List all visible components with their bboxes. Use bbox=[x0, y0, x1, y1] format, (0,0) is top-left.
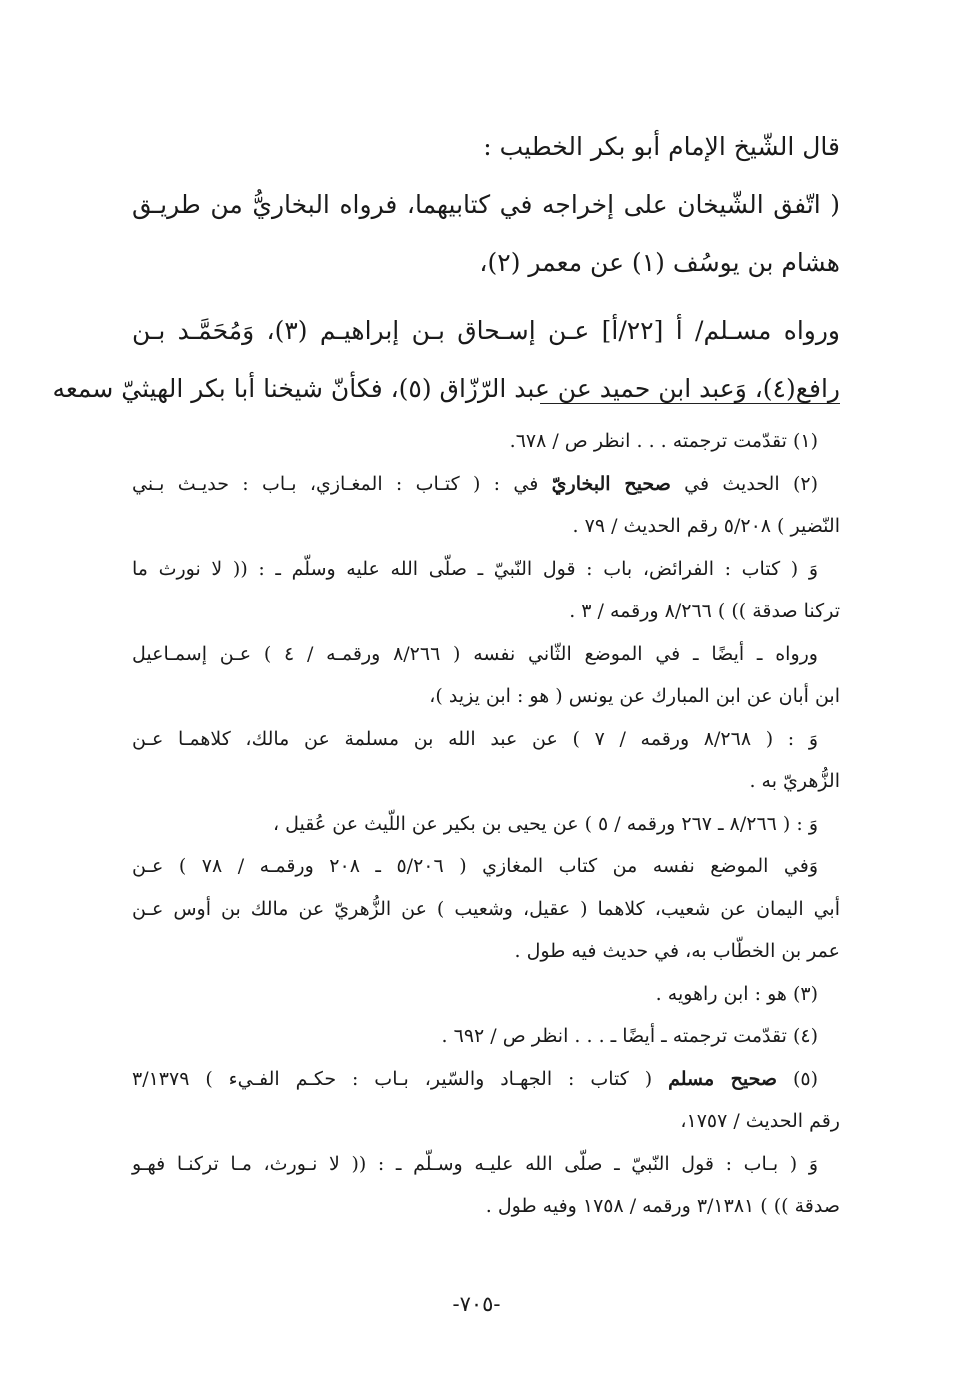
book-title: صحيح البخاريّ bbox=[551, 472, 671, 495]
footnote-line: ابن أبان عن ابن المبارك عن يونس ( هو : ابن يزيد )، bbox=[429, 685, 840, 707]
page-number: -٧٠٥- bbox=[452, 1292, 501, 1316]
footnote-line: صدقة )) ) ٣/١٣٨١ ورقمه / ١٧٥٨ وفيه طول . bbox=[485, 1195, 840, 1217]
footnote-line: وَ ( كتاب : الفرائض، باب : قول النّبيّ ـ صلّى الله عليه وسلّم ـ : (( لا نورث ما bbox=[132, 557, 818, 580]
footnote-line: وَ : ( ٨/٢٦٦ ـ ٢٦٧ ورقمه / ٥ ) عن يحيى بن بكير عن اللّيث عن عُقيل ، bbox=[272, 812, 818, 835]
body-line-5: رافع(٤)، وَعبد ابن حميد عن عبد الرّزّاق (٥)، فكأنّ شيخنا أبا بكر الهيثيّ سمعه bbox=[52, 374, 840, 403]
footnote-line: رقم الحديث / ١٧٥٧، bbox=[680, 1110, 840, 1132]
body-line-3: هشام بن يوسُف (١) عن معمر (٢)، bbox=[479, 248, 840, 277]
footnote-line: النّضير ) ٥/٢٠٨ رقم الحديث / ٧٩ . bbox=[572, 515, 840, 537]
book-title: صحيح مسلم bbox=[668, 1067, 778, 1090]
footnotes bbox=[132, 420, 840, 1228]
footnote-line: عمر بن الخطّاب به، في حديث فيه طول . bbox=[514, 940, 840, 962]
footnote-line: (٢) الحديث في صحيح البخاريّ في : ( كتـاب : المغـازي، بـاب : حديـث بـني bbox=[132, 472, 818, 495]
body-line-1: قال الشّيخ الإمام أبو بكر الخطيب : bbox=[483, 132, 840, 161]
body-line-2: ( اتّفق الشّيخان على إخراجه في كتابيهما، فرواه البخاريُّ من طريـق bbox=[132, 190, 840, 219]
footnote-line: وَ : ( ٨/٢٦٨ ورقمه / ٧ ) عن عبد الله بن مسلمة عن مالك، كلاهمـا عـن bbox=[132, 727, 819, 750]
footnote-line: تركنا صدقة )) ) ٨/٢٦٦ ورقمه / ٣ . bbox=[569, 600, 840, 622]
footnote-line: أبي اليمان عن شعيب، كلاهما ( عقيل، وشعيب ) عن الزُّهريّ عن مالك بن أوس عـن bbox=[132, 897, 840, 920]
footnote-separator bbox=[540, 403, 840, 404]
footnote-line: (٤) تقدّمت ترجمته ـ أيضًا ـ . . . انظر ص / ٦٩٢ . bbox=[441, 1025, 818, 1047]
footnote-line: الزُّهريّ به . bbox=[749, 770, 840, 792]
body-line-4: ورواه مسـلم/ أ [٢٢/أ] عـن إسـحاق بـن إبراهيـم (٣)، وَمُحَمَّـد بـن bbox=[132, 316, 840, 345]
footnote-line: (٣) هو : ابن راهويه . bbox=[655, 982, 818, 1005]
footnote-line: (٥) صحيح مسلم ( كتاب : الجهـاد والسّير، بـاب : حكـم الفـيء ) ٣/١٣٧٩ bbox=[132, 1067, 819, 1090]
footnote-line: وَفي الموضع نفسه من كتاب المغازي ( ٥/٢٠٦ ـ ٢٠٨ ورقمـه / ٧٨ ) عـن bbox=[132, 855, 818, 877]
main-text bbox=[52, 118, 840, 418]
footnote-line: (١) تقدّمت ترجمته . . . انظر ص / ٦٧٨. bbox=[509, 430, 818, 452]
footnote-line: وَ ( بـاب : قول النّبيّ ـ صلّى الله عليـه وسـلّم ـ : (( لا نـورث، مـا تركنـا فهـو bbox=[132, 1152, 818, 1175]
footnote-line: ورواه ـ أيضًا ـ في الموضع الثّاني نفسه ( ٨/٢٦٦ ورقمـه / ٤ ) عـن إسمـاعيل bbox=[132, 642, 818, 665]
